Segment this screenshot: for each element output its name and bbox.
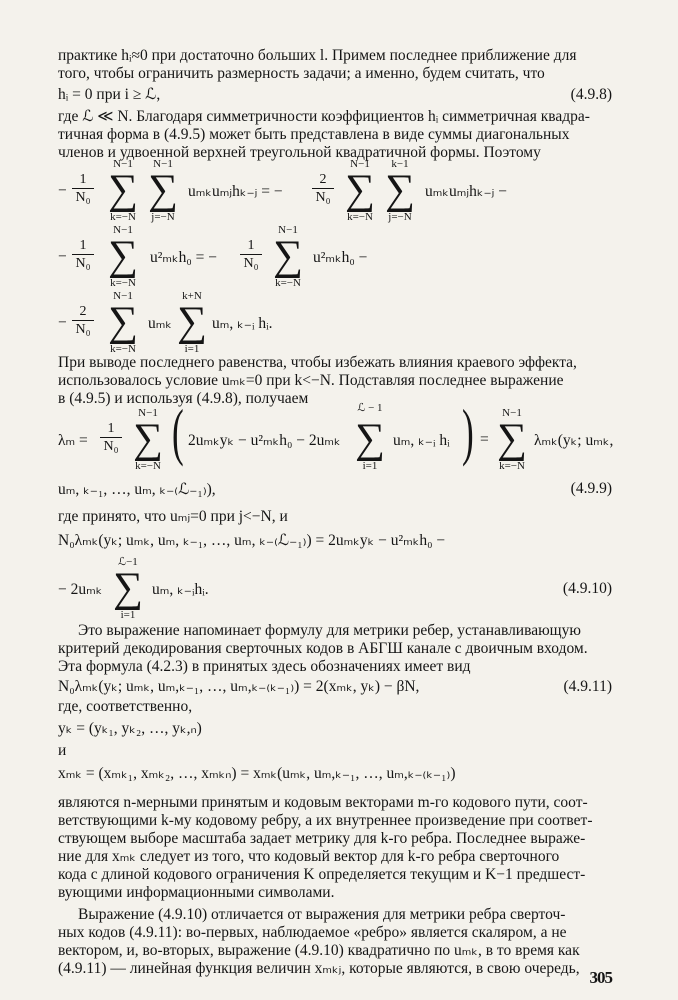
sum-lower: k=−N — [347, 211, 373, 223]
sum-lower: k=−N — [110, 277, 136, 289]
sum-upper: N−1 — [138, 407, 158, 419]
text-line: Выражение (4.9.10) отличается от выражения для метрики ребра сверточ- — [78, 906, 566, 923]
sum-upper: N−1 — [113, 290, 133, 302]
text-line: тичная форма в (4.9.5) может быть представлена в виде суммы диагональных — [58, 126, 570, 143]
text-line: практике hᵢ≈0 при достаточно больших l. Примем последнее приближение для — [58, 47, 577, 64]
sum-sign: ∑ — [345, 167, 375, 213]
equation-number: (4.9.11) — [563, 678, 612, 695]
text-line: кода с длиной кодового ограничения K определяется текущим и K−1 предшест- — [58, 866, 586, 883]
sum-sign: ∑ — [133, 416, 163, 462]
text-line: (4.9.11) — линейная функция величин xₘₖⱼ, которые являются, в свою очередь, — [58, 960, 580, 977]
sum-lower: j=−N — [151, 211, 175, 223]
sum-lower: i=1 — [184, 343, 200, 355]
fraction: $\frac{1}{\text{N₀}}$ — [72, 171, 94, 206]
sum-sign: ∑ — [273, 233, 303, 279]
sum-lower: k=−N — [499, 460, 525, 472]
sum-upper: N−1 — [278, 224, 298, 236]
text-line: При выводе последнего равенства, чтобы избежать влияния краевого эффекта, — [58, 354, 577, 371]
sum-upper: N−1 — [502, 407, 522, 419]
sum-lower: k=−N — [135, 460, 161, 472]
sum-sign: ∑ — [177, 299, 207, 345]
text-line: членов и удвоенной верхней треугольной квадратичной формы. Поэтому — [58, 144, 541, 161]
sum-lower: k=−N — [110, 211, 136, 223]
text-line: вующими информационными символами. — [58, 884, 335, 901]
page-number: 305 — [589, 968, 612, 987]
sum-upper: k+N — [182, 290, 202, 302]
sum-upper: k−1 — [391, 158, 409, 170]
sum-lower: j=−N — [388, 211, 412, 223]
fraction: $\frac{1}{\text{N₀}}$ — [100, 420, 122, 455]
text-line: использовалось условие uₘₖ=0 при k<−N. Подставляя последнее выражение — [58, 372, 564, 389]
sum-lower: k=−N — [110, 343, 136, 355]
sum-upper: N−1 — [113, 158, 133, 170]
sum-lower: i=1 — [362, 460, 378, 472]
equation-number: (4.9.8) — [570, 86, 612, 103]
sum-upper: ℒ−1 — [118, 556, 138, 568]
sum-sign: ∑ — [385, 167, 415, 213]
sum-upper: N−1 — [153, 158, 173, 170]
text-line: в (4.9.5) и используя (4.9.8), получаем — [58, 390, 309, 407]
equation-yk: yₖ = (yₖ₁, yₖ₂, …, yₖ,ₙ) — [58, 720, 202, 737]
text-line: вектором, и, во-вторых, выражение (4.9.10) квадратично по uₘₖ, в то время как — [58, 942, 580, 959]
sum-sign: ∑ — [108, 233, 138, 279]
text-line: являются n-мерными принятым и кодовым векторами m-го кодового пути, соот- — [58, 794, 588, 811]
sum-upper: ℒ − 1 — [357, 402, 383, 414]
text-line: Это выражение напоминает формулу для метрики ребер, устанавливающую — [78, 622, 581, 639]
fraction: $\frac{2}{\text{N₀}}$ — [72, 303, 94, 338]
fraction: $\frac{1}{\text{N₀}}$ — [240, 237, 262, 272]
fraction: $\frac{2}{\text{N₀}}$ — [312, 171, 334, 206]
sum-lower: k=−N — [275, 277, 301, 289]
fraction: $\frac{1}{\text{N₀}}$ — [72, 237, 94, 272]
text-line: ных кодов (4.9.11): во-первых, наблюдаемое «ребро» является скаляром, а не — [58, 924, 567, 941]
sum-sign: ∑ — [355, 416, 385, 462]
text-line: и — [58, 742, 67, 759]
text-line: ние для xₘₖ следует из того, что кодовый вектор для k-го ребра сверточного — [58, 848, 560, 865]
text-line: Эта формула (4.2.3) в принятых здесь обозначениях имеет вид — [58, 658, 471, 675]
equation-number: (4.9.10) — [562, 580, 612, 597]
sum-sign: ∑ — [108, 167, 138, 213]
sum-sign: ∑ — [497, 416, 527, 462]
equation-xmk: xₘₖ = (xₘₖ₁, xₘₖ₂, …, xₘₖₙ) = xₘₖ(uₘₖ, uₘ,ₖ₋₁, …, uₘ,ₖ₋₍ₖ₋₁₎) — [58, 765, 456, 782]
text-line: критерий декодирования сверточных кодов в АБГШ канале с двоичным входом. — [58, 640, 588, 657]
text-line: ветствующими k-му кодовому ребру, а их внутреннее произведение при соответ- — [58, 812, 593, 829]
text-line: где ℒ ≪ N. Благодаря симметричности коэффициентов hᵢ симметричная квадра- — [58, 108, 590, 125]
sum-sign: ∑ — [113, 565, 143, 611]
text-line: где, соответственно, — [58, 698, 193, 715]
sum-sign: ∑ — [148, 167, 178, 213]
equation-number: (4.9.9) — [570, 480, 612, 497]
equation-4-9-11: N₀λₘₖ(yₖ; uₘₖ, uₘ,ₖ₋₁, …, uₘ,ₖ₋₍ₖ₋₁₎) = 2(xₘₖ, yₖ) − βN, — [58, 678, 420, 695]
text-line: ствующем выборе масштаба задает метрику для k-го ребра. Последнее выраже- — [58, 830, 586, 847]
sum-upper: N−1 — [350, 158, 370, 170]
text-line: того, чтобы ограничить размерность задачи; а именно, будем считать, что — [58, 65, 545, 82]
sum-lower: i=1 — [120, 609, 136, 621]
sum-upper: N−1 — [113, 224, 133, 236]
sum-sign: ∑ — [108, 299, 138, 345]
equation-4-9-8: hᵢ = 0 при i ≥ ℒ, — [58, 86, 161, 103]
text-line: где принято, что uₘⱼ=0 при j<−N, и — [58, 508, 288, 525]
